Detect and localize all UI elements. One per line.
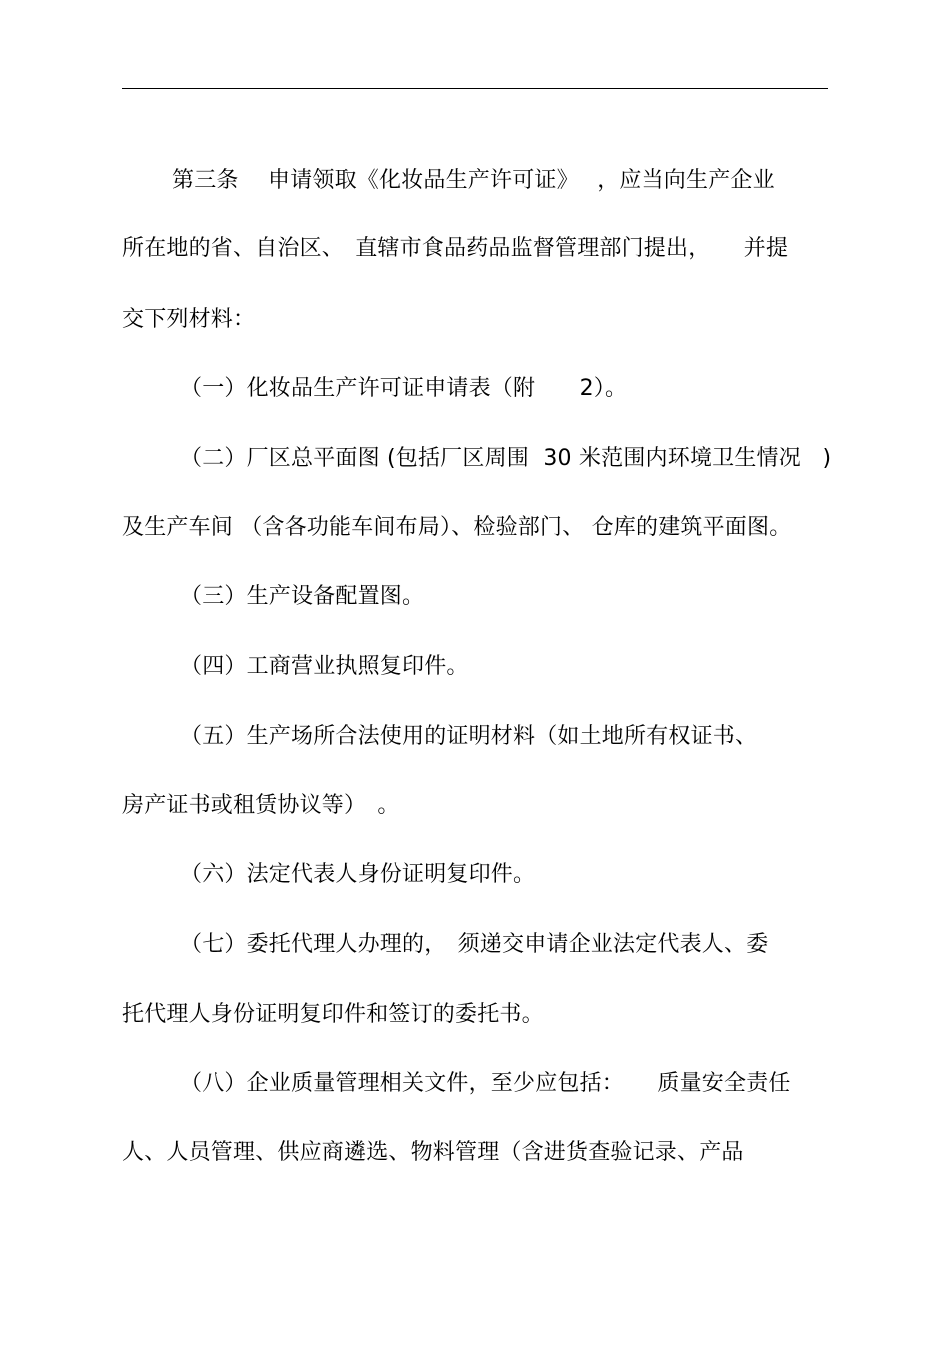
item-5-line-1: （五）生产场所合法使用的证明材料（如土地所有权证书、 bbox=[180, 724, 758, 749]
item-7-line-1: （七）委托代理人办理的， 须递交申请企业法定代表人、委 bbox=[180, 932, 769, 957]
header-rule bbox=[122, 88, 828, 89]
article-3-line-1: 第三条 申请领取《化妆品生产许可证》 ，应当向生产企业 bbox=[172, 168, 775, 193]
item-4-line-1: （四）工商营业执照复印件。 bbox=[180, 654, 469, 679]
item-5-line-2: 房产证书或租赁协议等） 。 bbox=[122, 793, 400, 818]
item-8-line-1: （八）企业质量管理相关文件，至少应包括： 质量安全责任 bbox=[180, 1071, 791, 1096]
article-3-line-3: 交下列材料： bbox=[122, 307, 256, 332]
item-1-line-1: （一）化妆品生产许可证申请表（附 2）。 bbox=[180, 376, 628, 401]
article-3-line-2: 所在地的省、自治区、 直辖市食品药品监督管理部门提出， 并提 bbox=[122, 236, 789, 261]
item-8-line-2: 人、人员管理、供应商遴选、物料管理（含进货查验记录、产品 bbox=[122, 1140, 744, 1165]
item-3-line-1: （三）生产设备配置图。 bbox=[180, 584, 425, 609]
item-6-line-1: （六）法定代表人身份证明复印件。 bbox=[180, 862, 536, 887]
item-2-line-1: （二）厂区总平面图 (包括厂区周围 30 米范围内环境卫生情况 ) bbox=[180, 446, 832, 471]
item-2-line-2: 及生产车间 （含各功能车间布局）、检验部门、 仓库的建筑平面图。 bbox=[122, 515, 792, 540]
item-7-line-2: 托代理人身份证明复印件和签订的委托书。 bbox=[122, 1002, 544, 1027]
